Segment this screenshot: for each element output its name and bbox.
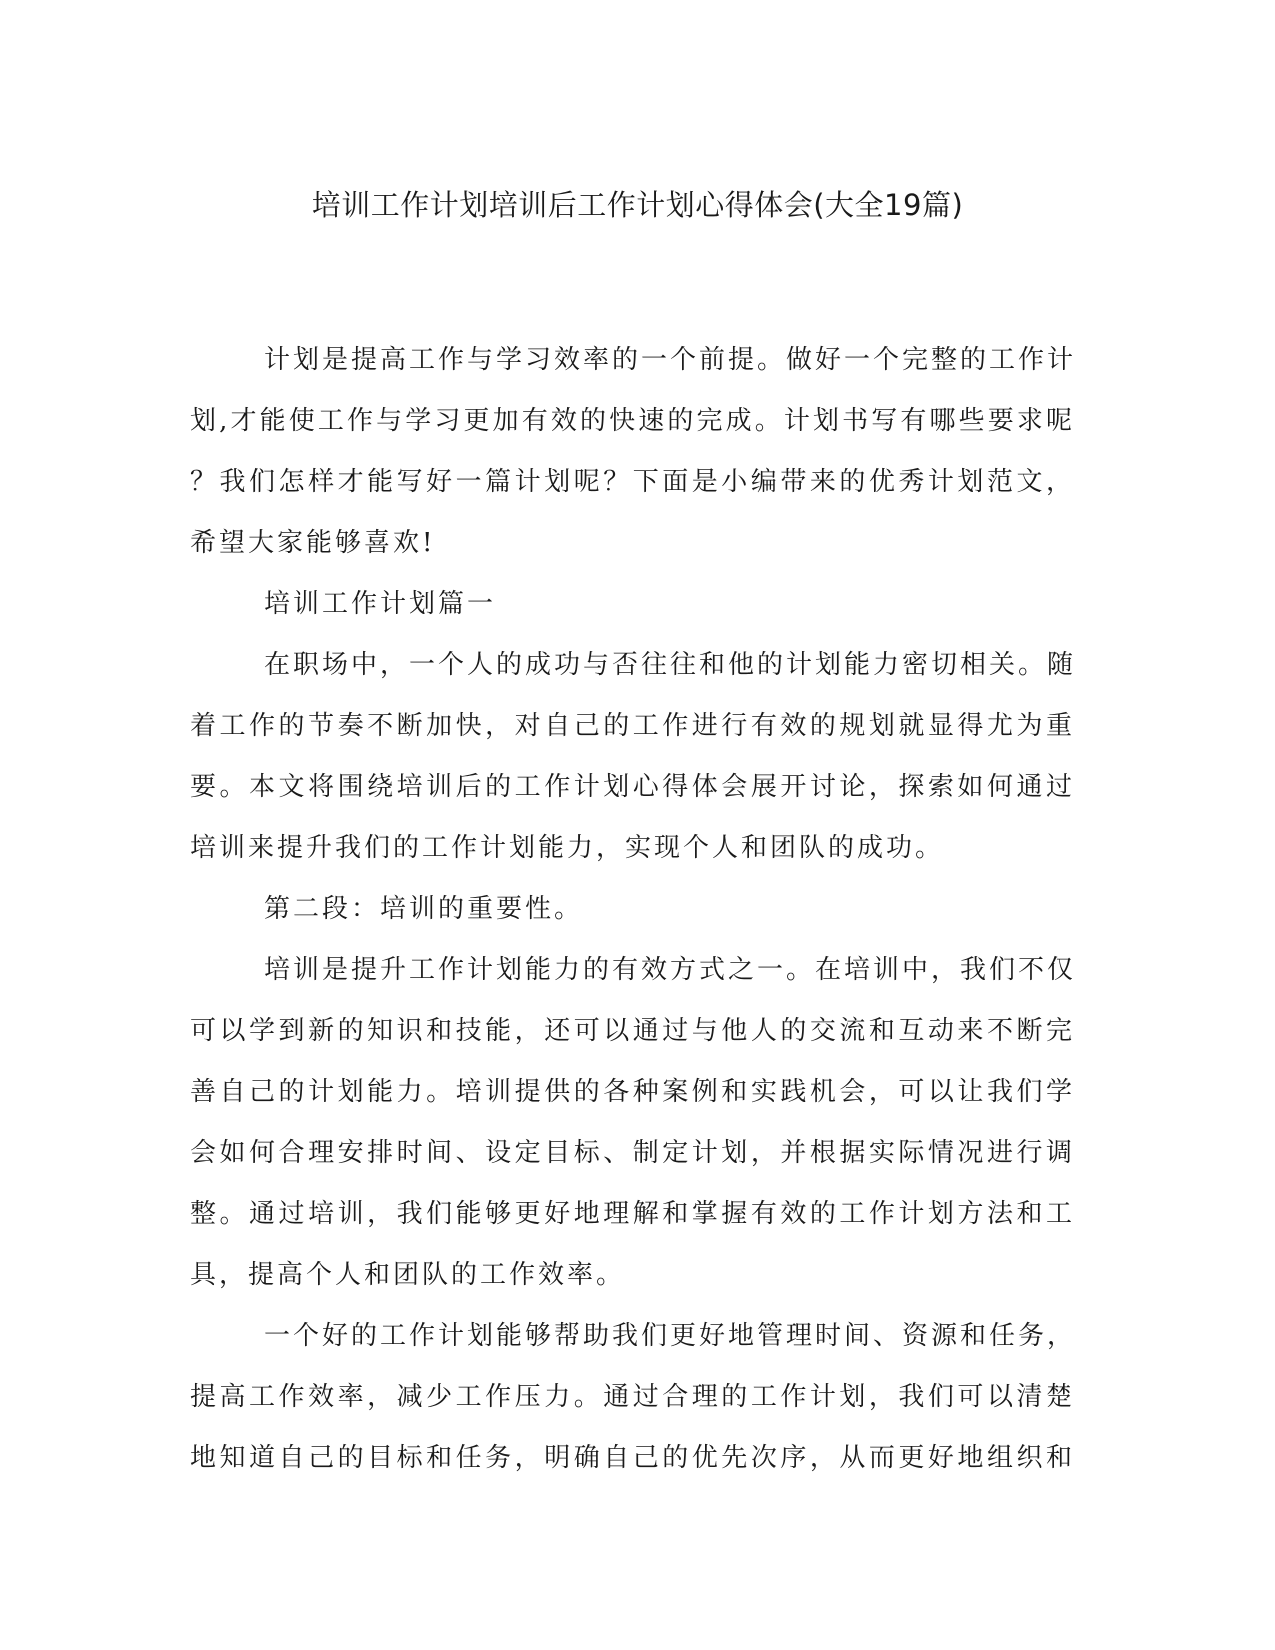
- text-line: 在职场中，一个人的成功与否往往和他的计划能力密切相关。随: [264, 650, 1077, 680]
- text-line: 培训来提升我们的工作计划能力，实现个人和团队的成功。: [190, 833, 945, 863]
- text-line: 要。本文将围绕培训后的工作计划心得体会展开讨论，探索如何通过: [190, 772, 1075, 802]
- text-line: 希望大家能够喜欢!: [190, 528, 436, 558]
- section-heading: 培训工作计划篇一: [264, 589, 497, 619]
- text-line: 一个好的工作计划能够帮助我们更好地管理时间、资源和任务，: [264, 1321, 1077, 1351]
- text-line: 地知道自己的目标和任务，明确自己的优先次序，从而更好地组织和: [190, 1443, 1075, 1473]
- text-line: 善自己的计划能力。培训提供的各种案例和实践机会，可以让我们学: [190, 1077, 1075, 1107]
- text-line: 计划是提高工作与学习效率的一个前提。做好一个完整的工作计: [264, 345, 1077, 375]
- text-line: 具，提高个人和团队的工作效率。: [190, 1260, 626, 1290]
- text-line: 划,才能使工作与学习更加有效的快速的完成。计划书写有哪些要求呢: [190, 406, 1075, 436]
- text-line: 整。通过培训，我们能够更好地理解和掌握有效的工作计划方法和工: [190, 1199, 1075, 1229]
- text-line: 会如何合理安排时间、设定目标、制定计划，并根据实际情况进行调: [190, 1138, 1075, 1168]
- text-line: ？我们怎样才能写好一篇计划呢？下面是小编带来的优秀计划范文，: [190, 467, 1075, 497]
- document-title: 培训工作计划培训后工作计划心得体会(大全19篇): [311, 188, 964, 222]
- section-heading: 第二段：培训的重要性。: [264, 894, 584, 924]
- text-line: 可以学到新的知识和技能，还可以通过与他人的交流和互动来不断完: [190, 1016, 1075, 1046]
- text-line: 培训是提升工作计划能力的有效方式之一。在培训中，我们不仅: [264, 955, 1077, 985]
- text-line: 提高工作效率，减少工作压力。通过合理的工作计划，我们可以清楚: [190, 1382, 1075, 1412]
- document-body: [190, 330, 1075, 1489]
- text-line: 着工作的节奏不断加快，对自己的工作进行有效的规划就显得尤为重: [190, 711, 1075, 741]
